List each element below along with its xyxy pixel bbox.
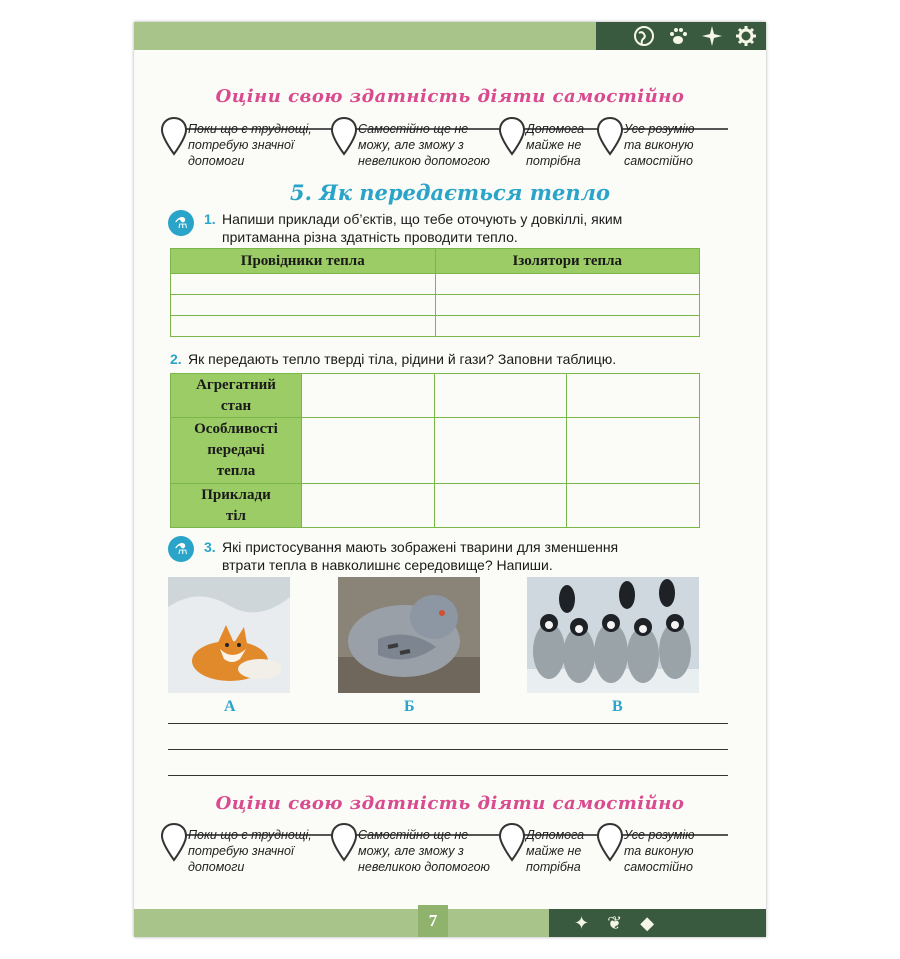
assessment-option-3: Допомога майже не потрібна: [526, 122, 585, 168]
task-2: [170, 350, 728, 368]
assessment-title-bottom: Оціни свою здатність діяти самостійно: [215, 793, 685, 814]
assessment-option-3: Допомога майже не потрібна: [526, 828, 585, 874]
task-2-text: Як передають тепло тверді тіла, рідини й гази? Заповни таблицю.: [188, 351, 617, 367]
location-pin-icon[interactable]: [160, 116, 188, 156]
flask-icon: ⚗: [168, 210, 194, 236]
task-3-text-line2: втрати тепла в навколишнє середовище? Напиши.: [222, 557, 553, 573]
table-cell[interactable]: [171, 274, 436, 295]
location-pin-icon[interactable]: [498, 822, 526, 862]
section-title: 5. Як передається тепло: [289, 180, 611, 205]
table-cell[interactable]: [567, 484, 700, 528]
sparkle-icon: [700, 24, 724, 48]
location-pin-icon[interactable]: [498, 116, 526, 156]
task-1: [204, 210, 702, 246]
location-pin-icon[interactable]: [596, 822, 624, 862]
table-cell[interactable]: [434, 418, 567, 484]
sprout-icon: ❦: [607, 913, 623, 934]
writing-line[interactable]: [168, 723, 728, 724]
task-3-number: 3.: [204, 539, 216, 555]
gear-icon: [734, 24, 758, 48]
workbook-page: [134, 22, 766, 937]
column-header-insulators: Ізолятори тепла: [435, 249, 700, 274]
assessment-option-2: Самостійно ще не можу, але зможу з невеликою допомогою: [358, 828, 490, 874]
assessment-option-1: Поки що є труднощі, потребую значної допомоги: [188, 828, 312, 874]
row-header-state: Агрегатний стан: [171, 374, 302, 418]
table-cell[interactable]: [171, 295, 436, 316]
table-cell[interactable]: [434, 374, 567, 418]
fox-photo: [168, 577, 290, 693]
assessment-scale-top: [158, 110, 738, 170]
photo-label-v: В: [612, 698, 623, 715]
task-2-table: [170, 373, 700, 528]
paw-icon: [666, 24, 690, 48]
task-1-table: [170, 248, 700, 337]
location-pin-icon[interactable]: [330, 822, 358, 862]
task-2-number: 2.: [170, 351, 182, 367]
location-pin-icon[interactable]: [330, 116, 358, 156]
top-icons: [632, 24, 758, 48]
table-cell[interactable]: [302, 418, 435, 484]
assessment-title-top: Оціни свою здатність діяти самостійно: [215, 86, 685, 107]
table-cell[interactable]: [435, 274, 700, 295]
task-3: [204, 538, 702, 574]
writing-line[interactable]: [168, 749, 728, 750]
table-cell[interactable]: [302, 484, 435, 528]
photo-label-a: А: [224, 698, 236, 715]
location-pin-icon[interactable]: [160, 822, 188, 862]
pigeon-photo: [338, 577, 480, 693]
bottom-icons: [574, 913, 654, 934]
task-1-text-line2: притаманна різна здатність проводити тепло.: [222, 229, 518, 245]
table-cell[interactable]: [171, 316, 436, 337]
photo-label-b: Б: [404, 698, 415, 715]
task-3-text-line1: Які пристосування мають зображені тварини для зменшення: [222, 539, 619, 555]
table-cell[interactable]: [435, 295, 700, 316]
table-cell[interactable]: [567, 418, 700, 484]
row-header-examples: Приклади тіл: [171, 484, 302, 528]
diamond-icon: ◆: [640, 913, 655, 934]
table-cell[interactable]: [435, 316, 700, 337]
task-1-number: 1.: [204, 211, 216, 227]
location-pin-icon[interactable]: [596, 116, 624, 156]
column-header-conductors: Провідники тепла: [171, 249, 436, 274]
assessment-scale-bottom: [158, 816, 738, 876]
flask-icon: ⚗: [168, 536, 194, 562]
task-1-text-line1: Напиши приклади об’єктів, що тебе оточують у довкіллі, яким: [222, 211, 623, 227]
assessment-option-2: Самостійно ще не можу, але зможу з невеликою допомогою: [358, 122, 490, 168]
sparkle-icon: ✦: [574, 913, 590, 934]
assessment-option-4: Усе розумію та виконую самостійно: [624, 828, 695, 874]
penguins-photo: [527, 577, 699, 693]
writing-line[interactable]: [168, 775, 728, 776]
globe-icon: [632, 24, 656, 48]
assessment-option-4: Усе розумію та виконую самостійно: [624, 122, 695, 168]
table-cell[interactable]: [567, 374, 700, 418]
table-cell[interactable]: [434, 484, 567, 528]
table-cell[interactable]: [302, 374, 435, 418]
page-number: 7: [418, 905, 448, 937]
row-header-features: Особливості передачі тепла: [171, 418, 302, 484]
assessment-option-1: Поки що є труднощі, потребую значної допомоги: [188, 122, 312, 168]
